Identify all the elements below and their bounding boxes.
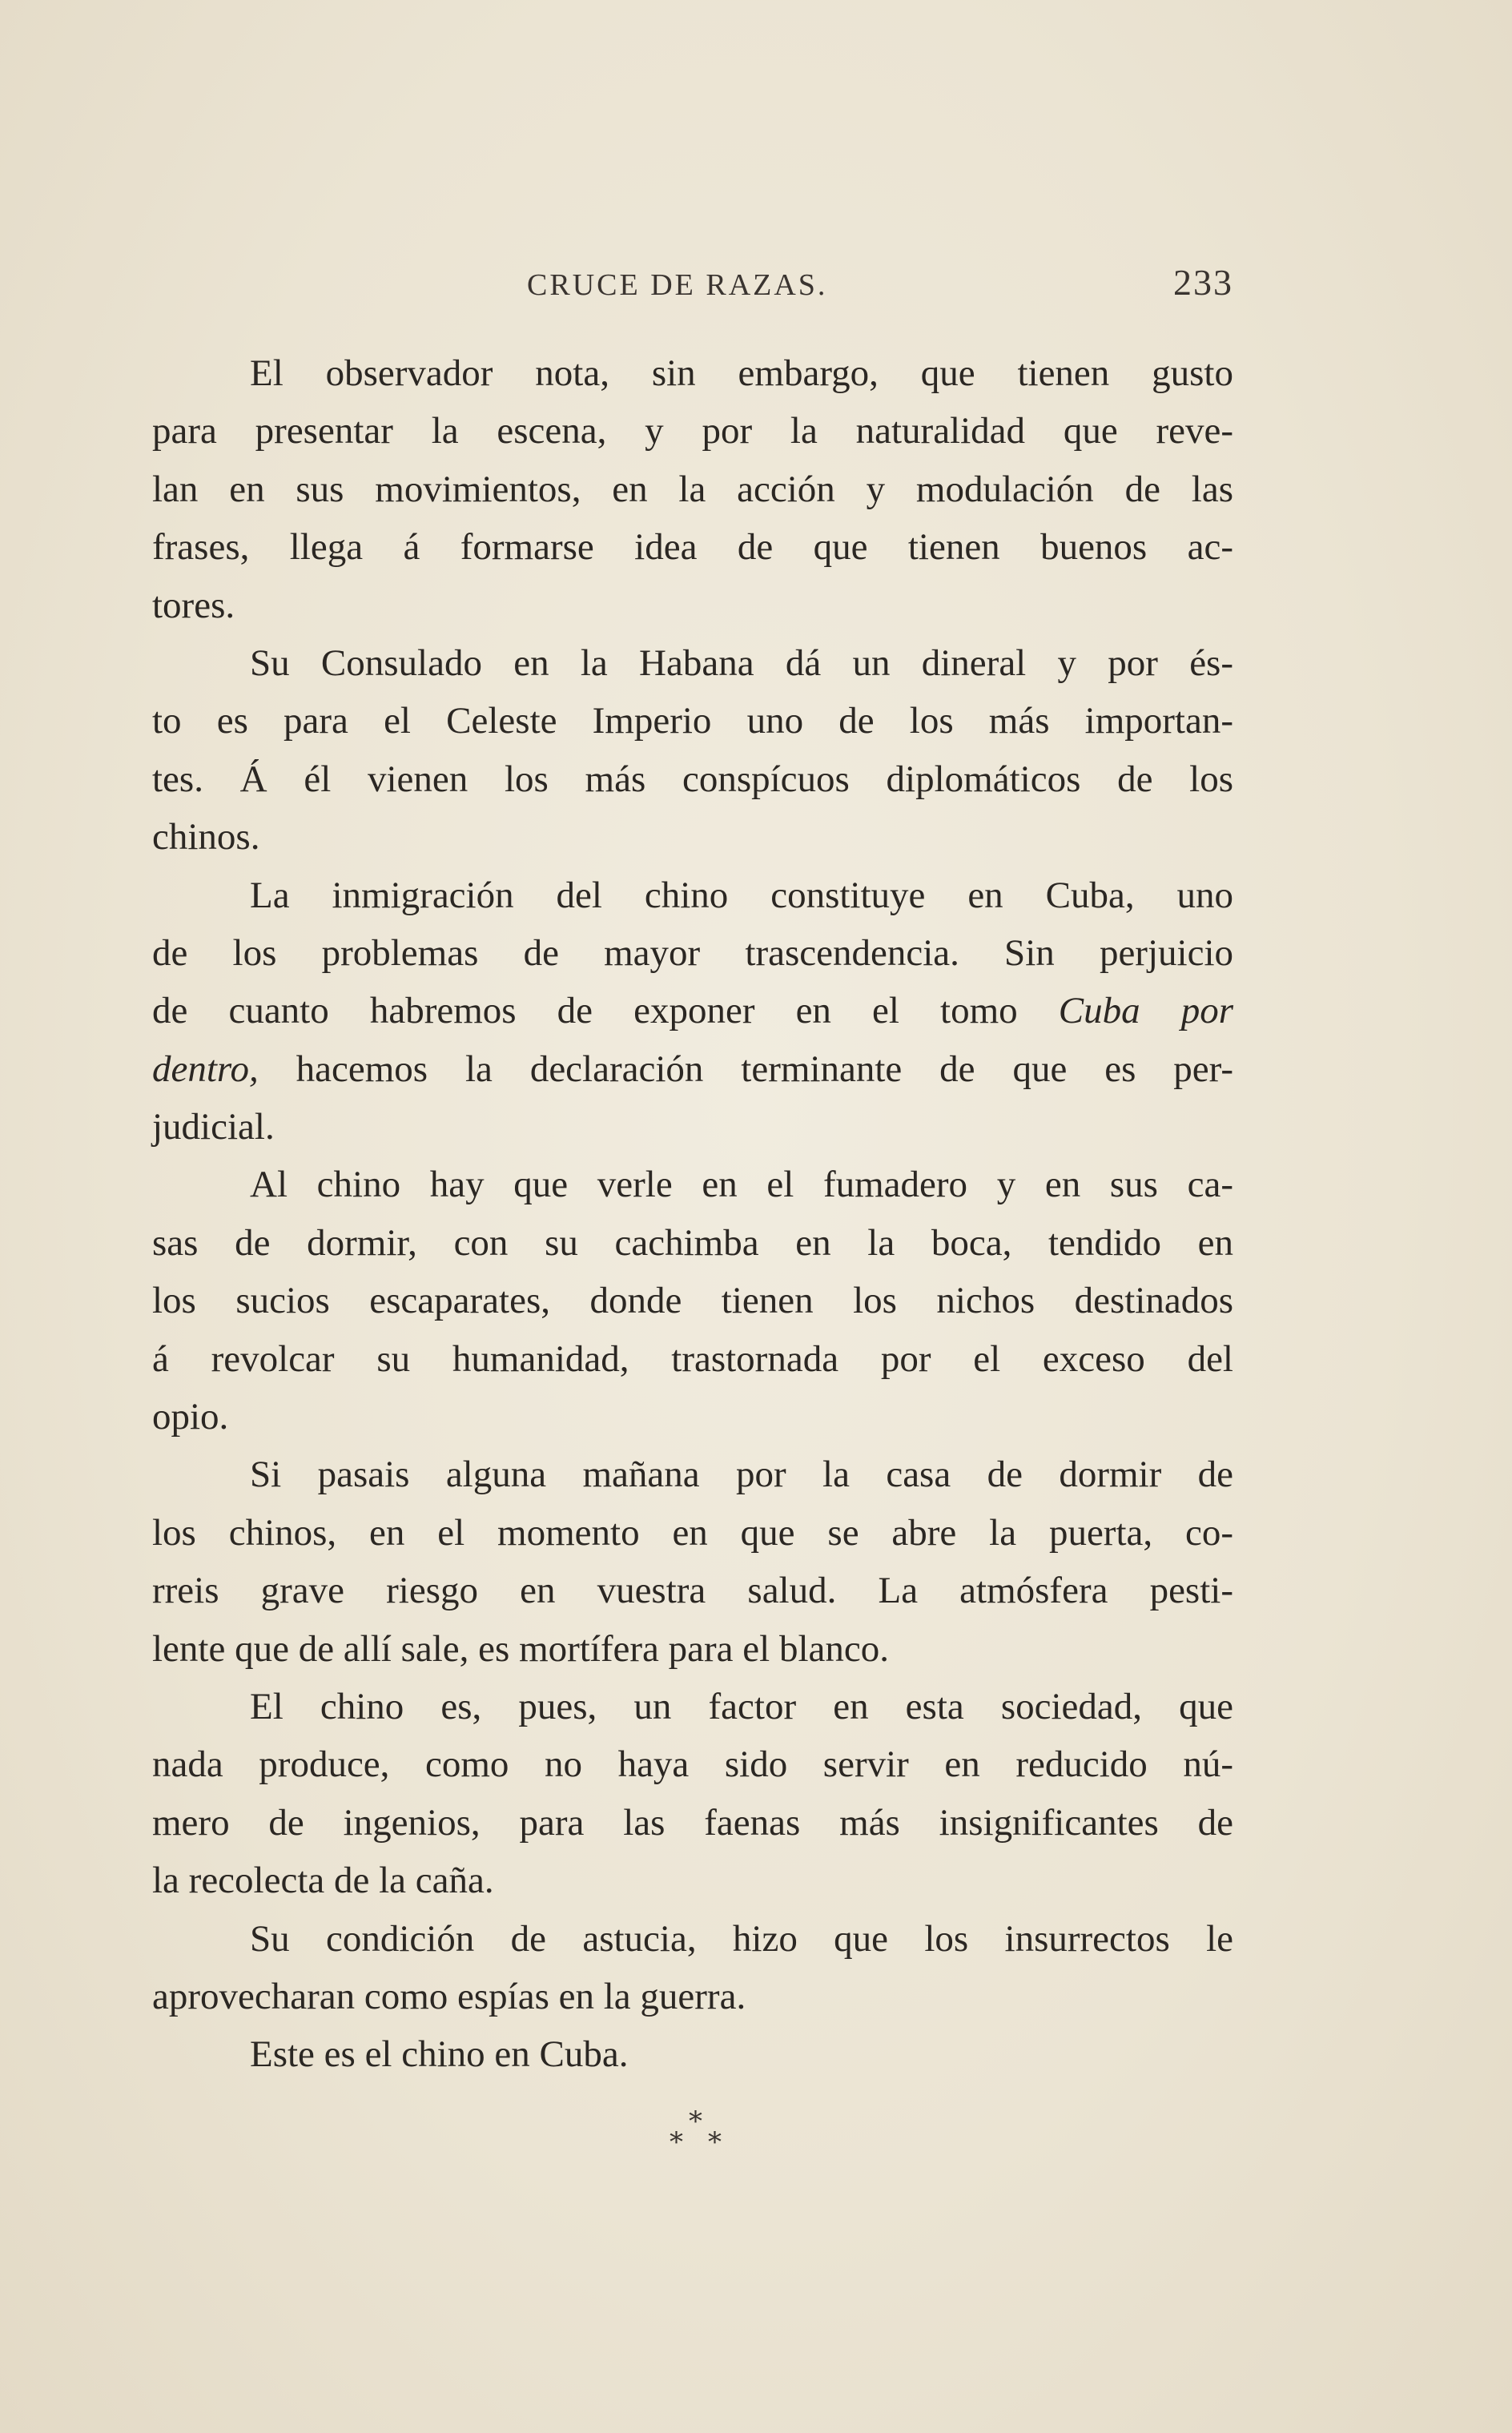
text-line <box>152 808 1233 866</box>
text-line <box>152 867 1233 924</box>
line-text: Su condición de astucia, hizo que los insurrectos le <box>250 1917 1233 1960</box>
line-text: Al chino hay que verle en el fumadero y en sus ca- <box>250 1164 1233 1206</box>
body-text <box>152 344 1233 2084</box>
text-line <box>152 1214 1233 1272</box>
line-text: chinos. <box>152 816 260 859</box>
line-text: judicial. <box>152 1106 275 1148</box>
line-text: El chino es, pues, un factor en esta sociedad, que <box>250 1685 1233 1727</box>
page-number: 233 <box>1173 262 1233 303</box>
line-text: mero de ingenios, para las faenas más insignificantes de <box>152 1801 1233 1844</box>
text-line <box>152 1910 1233 1968</box>
text-line <box>152 518 1233 576</box>
line-text: Este es el chino en Cuba. <box>250 2033 629 2076</box>
asterism-ornament <box>666 2105 730 2172</box>
text-line <box>152 982 1233 1040</box>
running-head <box>152 261 1233 309</box>
line-text: nada produce, como no haya sido servir en reducido nú- <box>152 1743 1233 1786</box>
text-line <box>152 1330 1233 1388</box>
text-line <box>152 1040 1233 1098</box>
asterism-star: * <box>670 2126 683 2158</box>
text-line <box>152 750 1233 808</box>
line-text: de cuanto habremos de exponer en el tomo <box>152 990 1018 1032</box>
text-line <box>152 2025 1233 2083</box>
text-line <box>152 344 1233 402</box>
text-line <box>152 634 1233 692</box>
text-line <box>152 577 1233 634</box>
line-text: El observador nota, sin embargo, que tienen gusto <box>250 352 1233 394</box>
line-text: la recolecta de la caña. <box>152 1860 494 1902</box>
line-text: de los problemas de mayor trascendencia. Sin perjuicio <box>152 931 1233 974</box>
text-line <box>152 692 1233 750</box>
text-line <box>152 402 1233 460</box>
line-text: tes. Á él vienen los más conspícuos diplomáticos de los <box>152 758 1233 800</box>
text-line <box>152 1620 1233 1678</box>
text-line <box>152 1678 1233 1735</box>
text-line <box>152 1388 1233 1446</box>
text-line <box>152 1272 1233 1329</box>
text-line <box>152 460 1233 518</box>
italic-text: dentro, <box>152 1048 259 1090</box>
asterism-star: * <box>708 2126 722 2158</box>
line-text: La inmigración del chino constituye en Cuba, uno <box>250 874 1233 916</box>
text-line <box>152 1852 1233 1909</box>
line-text: aprovecharan como espías en la guerra. <box>152 1975 746 2017</box>
line-text: hacemos la declaración terminante de que es per- <box>296 1048 1234 1090</box>
line-text: frases, llega á formarse idea de que tienen buenos ac- <box>152 526 1233 569</box>
line-text: rreis grave riesgo en vuestra salud. La atmósfera pesti- <box>152 1570 1233 1612</box>
running-title: CRUCE DE RAZAS. <box>527 268 828 302</box>
line-text: tores. <box>152 584 235 626</box>
text-line <box>152 1968 1233 2025</box>
line-text: opio. <box>152 1396 229 1438</box>
text-line <box>152 1504 1233 1562</box>
line-text: los sucios escaparates, donde tienen los nichos destinados <box>152 1280 1233 1322</box>
text-line <box>152 1446 1233 1503</box>
line-text: lan en sus movimientos, en la acción y modulación de las <box>152 468 1233 510</box>
text-line <box>152 924 1233 982</box>
text-line <box>152 1562 1233 1619</box>
line-text: los chinos, en el momento en que se abre la puerta, co- <box>152 1511 1233 1554</box>
line-text: lente que de allí sale, es mortífera para el blanco. <box>152 1627 889 1670</box>
text-line <box>152 1794 1233 1852</box>
line-text: á revolcar su humanidad, trastornada por el exceso del <box>152 1337 1233 1380</box>
asterism-star: * <box>689 2105 702 2137</box>
text-line <box>152 1735 1233 1793</box>
line-text: Su Consulado en la Habana dá un dineral y por és- <box>250 641 1233 684</box>
line-text: sas de dormir, con su cachimba en la boca, tendido en <box>152 1221 1233 1264</box>
italic-text: Cuba por <box>1058 990 1234 1032</box>
text-line <box>152 1098 1233 1156</box>
line-text: Si pasais alguna mañana por la casa de dormir de <box>250 1454 1233 1496</box>
text-line <box>152 1156 1233 1213</box>
line-text: to es para el Celeste Imperio uno de los más importan- <box>152 700 1233 742</box>
line-text: para presentar la escena, y por la naturalidad que reve- <box>152 410 1233 452</box>
